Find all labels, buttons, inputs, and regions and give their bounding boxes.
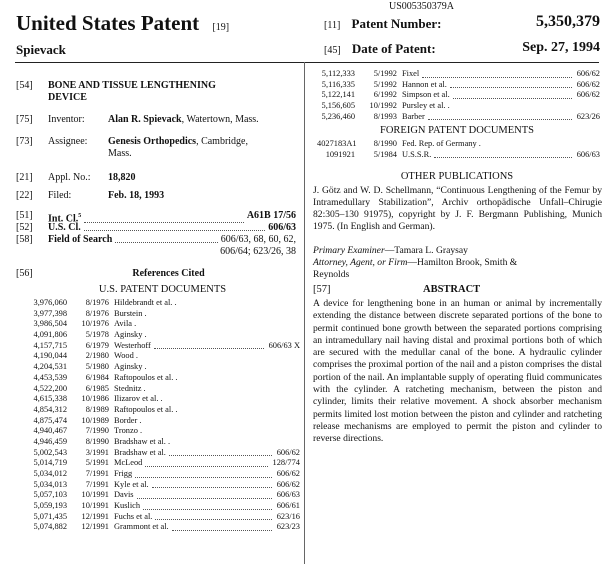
dot-leader [428,112,572,121]
search-value-line1: 606/63, 68, 60, 62, [220,234,296,245]
citation-row [29,298,300,309]
citation-class: 606/62 [576,69,600,78]
inventor-short-name: Spievack [16,42,66,57]
appl-label: Appl. No.: [48,172,91,183]
field-tag: [21] [16,172,33,183]
inventor-label: Inventor: [48,114,85,125]
citation-number: 5,059,193 [33,501,67,511]
citation-date: 2/1980 [85,351,109,361]
citation-class: 606/62 [276,447,300,457]
citation-number: 3,977,398 [33,308,67,318]
citation-class: 623/23 [276,522,300,532]
citation-date: 6/1985 [85,383,109,393]
citation-row [317,80,600,91]
citation-inventor: Border . [114,415,142,425]
citation-date: 8/1989 [85,404,109,414]
assignee-value [108,136,248,161]
citation-date: 10/1992 [369,101,397,111]
citation-number: 4,453,539 [33,372,67,382]
abstract-text: A device for lengthening bone in an human or animal by incrementally extending the distance between discrete separated portions of the bone to permit continued bone growth between the separated portions comprising an intramedullary nail having distal and proximal portions both of which are secured with the medullar canal of the bone. A hydraulic cylinder comprises the proximal portion of the nail and a piston comprises the distal portion of the nail. An implantable supply of operating fluid communicates with the cylinder. A ratcheting mechanism, between the piston and cylinder, limits their relative movement. A shock absorber mechanism permits limited lost motion between the piston and cylinder and ratcheting release mechanisms are employed to permit the piston and cylinder to reverse directions. [313,298,602,445]
invention-title-line2: DEVICE [48,92,87,104]
citation-row [29,330,300,341]
patent-number-tag: [11] [324,20,341,31]
field-tag: [52] [16,222,33,233]
patent-number-row [324,13,600,32]
citation-inventor: Avila . [114,319,137,329]
citation-class: 606/63 [576,149,600,159]
citation-number: 1091921 [325,149,355,159]
citation-class: 623/26 [576,111,600,121]
citation-row [317,112,600,123]
citation-row [29,351,300,362]
patent-number-label: Patent Number: [351,16,442,31]
dot-leader [169,448,272,457]
barcode-number: US005350379A [389,1,455,12]
citation-inventor: Kyle et al. [109,480,275,491]
citation-class: 606/63 X [268,340,300,350]
filed-label: Filed: [48,190,72,201]
citation-class: 606/62 [576,79,600,89]
invention-title [48,80,216,105]
citation-class: 606/62 [576,90,600,100]
field-tag: [56] [16,268,33,279]
dot-leader [135,469,272,478]
citation-row [29,341,300,352]
citation-date: 12/1991 [81,511,109,521]
citation-inventor: Fuchs et al. [109,512,275,523]
citation-row [29,458,300,469]
citation-number: 5,112,333 [321,69,355,78]
citation-inventor: Bradshaw et al. [109,448,275,459]
citation-inventor: Davis [109,490,275,501]
citation-number: 4,091,806 [33,330,67,340]
citation-number: 5,236,460 [321,111,355,121]
citation-inventor: Westerhoff [109,341,267,352]
field-tag: [58] [16,234,33,245]
citation-inventor: Tronzo . [114,426,143,436]
citation-inventor: Hildebrandt et al. . [114,298,177,307]
citation-inventor: Stednitz . [114,383,146,393]
citation-date: 5/1980 [85,362,109,372]
dot-leader [143,501,272,510]
citation-date: 8/1976 [85,308,109,318]
header-divider [15,62,599,63]
citation-number: 5,014,719 [33,458,67,468]
citation-date: 7/1991 [85,469,109,478]
citation-inventor: Grammont et al. [109,522,275,533]
us-patents-right-list [317,69,600,122]
citation-row [29,373,300,384]
field-tag: [54] [16,80,33,91]
citation-date: 10/1976 [81,319,109,329]
citation-number: 5,116,335 [321,79,355,89]
citation-row [317,139,600,150]
citation-date: 7/1990 [85,426,109,436]
citation-date: 8/1993 [373,111,397,121]
citation-number: 4,157,715 [33,340,67,350]
examiners-block [313,245,602,281]
citation-number: 4,940,467 [33,426,67,436]
citation-number: 5,034,013 [33,479,67,489]
citation-inventor: Frigg [109,469,275,480]
dot-leader [84,222,265,231]
dot-leader [154,341,264,350]
citation-number: 5,034,012 [33,469,67,478]
search-value-line2: 606/64; 623/26, 38 [220,246,296,257]
citation-class: 128/774 [272,458,300,468]
dot-leader [152,480,272,489]
attorney-label: Attorney, Agent, or Firm [313,257,408,269]
filed-date: Feb. 18, 1993 [108,190,165,201]
primary-examiner-name: —Tamara L. Graysay [384,245,468,256]
citation-row [317,69,600,80]
citation-date: 10/1989 [81,415,109,425]
citation-date: 5/1992 [373,69,397,78]
citation-row [29,437,300,448]
assignee-location-line2: Mass. [108,148,132,160]
citation-number: 5,071,435 [33,511,67,521]
citation-number: 5,057,103 [33,490,67,500]
appl-number: 18,820 [108,172,136,183]
int-cl-value: A61B 17/56 [246,210,296,221]
citation-inventor: Simpson et al. [397,90,575,101]
citation-date: 8/1990 [85,436,109,446]
citation-date: 10/1991 [81,490,109,500]
citation-row [29,405,300,416]
citation-number: 5,002,543 [33,447,67,457]
patent-date: Sep. 27, 1994 [522,40,600,55]
search-label: Field of Search [48,234,113,245]
int-cl-label: Int. Cl.$^5$ [48,213,82,225]
foreign-patents-title: FOREIGN PATENT DOCUMENTS [379,125,535,136]
citation-row [317,90,600,101]
title-ref: [19] [212,22,230,33]
citation-number: 4,854,312 [33,404,67,414]
date-tag: [45] [324,45,341,56]
citation-inventor: Kuslich [109,501,275,512]
dot-leader [434,150,571,159]
citation-number: 4,875,474 [33,415,67,425]
citation-number: 4027183A1 [317,139,357,148]
citation-class: 623/16 [276,511,300,521]
citation-date: 6/1992 [373,90,397,100]
inventor-location: , Watertown, Mass. [181,114,259,125]
field-of-search [16,234,296,260]
citation-inventor: Burstein . [114,308,147,318]
us-patents-left-list [29,298,300,533]
citation-inventor: Ilizarov et al. . [114,394,163,404]
citation-class: 606/62 [276,469,300,478]
citation-date: 5/1991 [85,458,109,468]
citation-date: 5/1978 [85,330,109,340]
citation-number: 4,190,044 [33,351,67,361]
citation-date: 6/1984 [85,372,109,382]
citation-row [29,384,300,395]
citation-inventor: Hannon et al. [397,80,575,91]
citation-row [29,319,300,330]
citation-row [29,448,300,459]
citation-row [29,309,300,320]
dot-leader [145,458,267,467]
citation-date: 3/1991 [85,447,109,457]
citation-row [29,501,300,512]
citation-inventor: U.S.S.R. [397,150,575,161]
citation-date: 10/1986 [81,394,109,404]
citation-number: 4,615,338 [33,394,67,404]
citation-number: 5,122,141 [321,90,355,100]
citation-date: 6/1979 [85,340,109,350]
citation-row [29,490,300,501]
citation-inventor: Aginsky . [114,330,147,340]
dot-leader [155,512,271,521]
citation-row [29,469,300,480]
citation-inventor: Barber [397,112,575,123]
other-publications-text: J. Götz and W. D. Schellmann, “Continuous Lengthening of the Femur by Intramedullary Stabilization”, Archiv orthopädische Unfall–Chirugie 82:305–130 91975), copyright by J. F. Bergmann Publishing, Munich 1975. (In English and German). [313,185,602,233]
patent-office-title [16,11,229,36]
inventor-value [108,114,259,126]
abstract-title: ABSTRACT [423,284,481,295]
us-patent-documents-title: U.S. PATENT DOCUMENTS [98,284,227,295]
column-divider [304,62,305,564]
citation-date: 5/1984 [373,149,397,159]
other-publications-title: OTHER PUBLICATIONS [400,171,514,182]
dot-leader [453,90,572,99]
citation-date: 10/1991 [81,501,109,511]
page-crop-edge [29,531,300,533]
citation-number: 4,204,531 [33,362,67,372]
citation-inventor: Aginsky . [114,362,147,372]
field-tag: [22] [16,190,33,201]
abstract-tag: [57] [313,284,331,295]
citation-number: 4,946,459 [33,436,67,446]
us-cl-label: U.S. Cl. [48,222,81,233]
citation-inventor: Wood . [114,351,138,361]
citation-number: 5,156,605 [321,101,355,111]
dot-leader [137,490,272,499]
citation-number: 3,976,060 [33,298,67,307]
citation-number: 4,522,200 [33,383,67,393]
citation-date: 8/1990 [373,139,397,148]
references-cited-title: References Cited [132,268,205,279]
citation-inventor: McLeod [109,458,271,469]
citation-class: 606/63 [276,490,300,500]
attorney-name-line2: Reynolds [313,269,350,281]
abstract-header [313,284,602,295]
patent-number: 5,350,379 [536,13,600,30]
citation-row [29,394,300,405]
citation-date: 7/1991 [85,479,109,489]
assignee-location: , Cambridge, [196,136,248,147]
dot-leader [172,522,272,531]
foreign-patents-list [317,139,600,160]
attorney-name: —Hamilton Brook, Smith & [407,257,518,269]
citation-row [29,480,300,491]
date-label: Date of Patent: [351,41,436,56]
field-tag: [75] [16,114,33,125]
citation-inventor: Raftopoulos et al. . [114,372,178,382]
citation-date: 5/1992 [373,79,397,89]
citation-class: 606/61 [276,501,300,511]
citation-number: 3,986,504 [33,319,67,329]
field-tag: [73] [16,136,33,147]
dot-leader [115,234,217,243]
dot-leader [84,210,244,223]
primary-examiner-label: Primary Examiner [313,245,385,256]
title-text: United States Patent [16,11,200,35]
citation-row [29,426,300,437]
assignee-name: Genesis Orthopedics [108,136,197,147]
citation-date: 12/1991 [81,522,109,532]
citation-class: 606/62 [276,479,300,489]
citation-row [317,150,600,161]
date-of-patent-row [324,41,600,57]
us-cl-value: 606/63 [268,222,296,233]
citation-row [29,362,300,373]
citation-row [29,416,300,427]
assignee-label: Assignee: [48,136,88,147]
field-tag: [51] [16,210,33,221]
citation-inventor: Bradshaw et al. . [114,436,171,446]
dot-leader [422,69,572,78]
citation-inventor: Fixel [397,69,575,80]
invention-title-line1: BONE AND TISSUE LENGTHENING [48,80,216,91]
citation-number: 5,074,882 [33,522,67,532]
citation-inventor: Fed. Rep. of Germany . [402,139,481,148]
citation-row [317,101,600,112]
citation-inventor: Pursley et al. . [402,101,450,111]
dot-leader [450,80,572,89]
citation-date: 8/1976 [85,298,109,307]
inventor-name: Alan R. Spievack [108,114,182,125]
citation-row [29,512,300,523]
citation-inventor: Raftopoulos et al. . [114,404,178,414]
